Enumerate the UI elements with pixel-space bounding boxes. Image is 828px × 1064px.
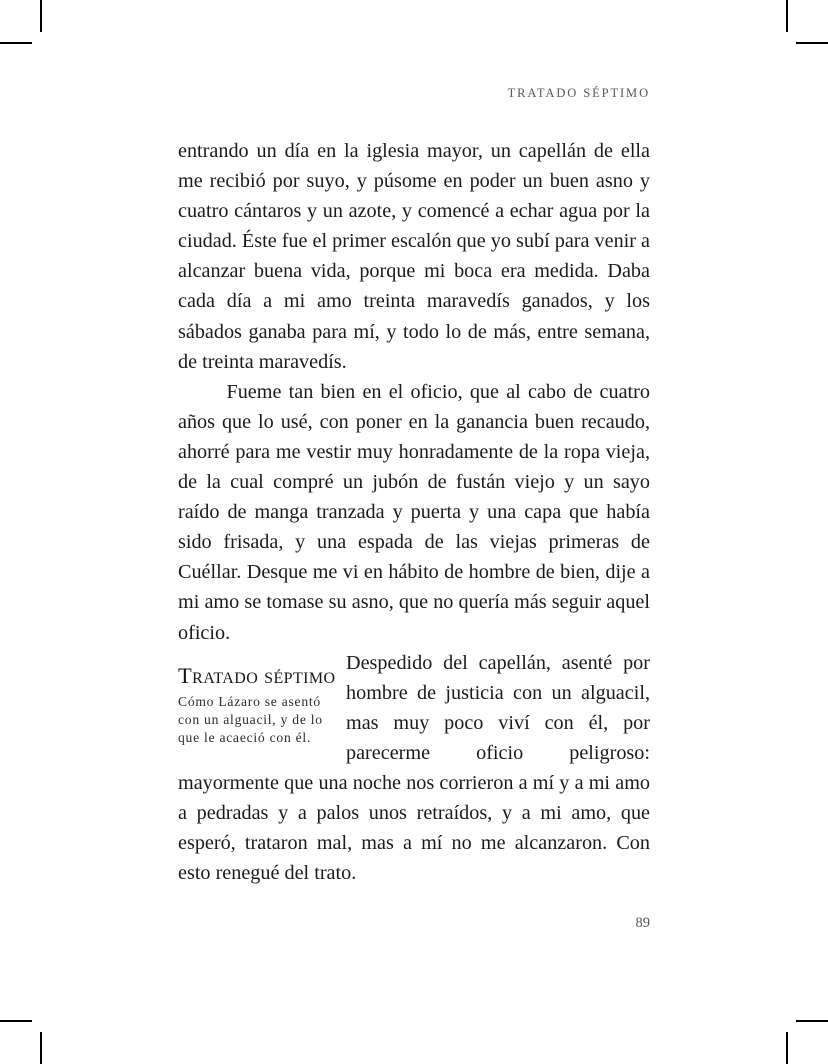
- crop-mark-top-right-horizontal: [796, 42, 828, 44]
- crop-mark-bottom-left-vertical: [40, 1032, 42, 1064]
- crop-mark-bottom-left-horizontal: [0, 1020, 32, 1022]
- crop-mark-top-left-vertical: [40, 0, 42, 32]
- chapter-title: Tratado séptimo: [178, 662, 336, 688]
- crop-mark-bottom-right-vertical: [786, 1032, 788, 1064]
- page-number: 89: [635, 915, 650, 931]
- paragraph-second: Fueme tan bien en el oficio, que al cabo de cuatro años que lo usé, con poner en la ganancia buen recaudo, ahorré para me vestir muy honradamente de la ropa vieja, de la cual compré un jubón de fustán viejo y un sayo raído de manga tranzada y puerta y una capa que había sido frisada, y una espada de las viejas primeras de Cuéllar. Desque me vi en hábito de hombre de bien, dije a mi amo se tomase su asno, que no quería más seguir aquel oficio.: [178, 380, 650, 644]
- crop-mark-top-right-vertical: [786, 0, 788, 32]
- chapter-heading-block: [178, 662, 346, 748]
- paragraph-chapter-opening: Despedido del capellán, asenté por hombre de justicia con un alguacil, mas muy poco viví con él, por parecerme oficio peligroso: mayormente que una noche nos corrieron a mí y a mi amo a pedradas y a palos unos retraídos, y a mi amo, que esperó, trataron mal, mas a mí no me alcanzaron. Con esto renegué del trato.: [178, 651, 650, 885]
- crop-mark-top-left-horizontal: [0, 42, 32, 44]
- body-text-column: [178, 136, 650, 888]
- running-head: TRATADO SÉPTIMO: [507, 86, 650, 100]
- crop-mark-bottom-right-horizontal: [796, 1020, 828, 1022]
- chapter-subtitle: Cómo Lázaro se asentó con un alguacil, y de lo que le acaeció con él.: [178, 693, 323, 746]
- paragraph-continuation: entrando un día en la iglesia mayor, un capellán de ella me recibió por suyo, y púsome en poder un buen asno y cuatro cántaros y un azote, y comencé a echar agua por la ciudad. Éste fue el primer escalón que yo subí para venir a alcanzar buena vida, porque mi boca era medida. Daba cada día a mi amo treinta maravedís ganados, y los sábados ganaba para mí, y todo lo de más, entre semana, de treinta maravedís.: [178, 140, 650, 373]
